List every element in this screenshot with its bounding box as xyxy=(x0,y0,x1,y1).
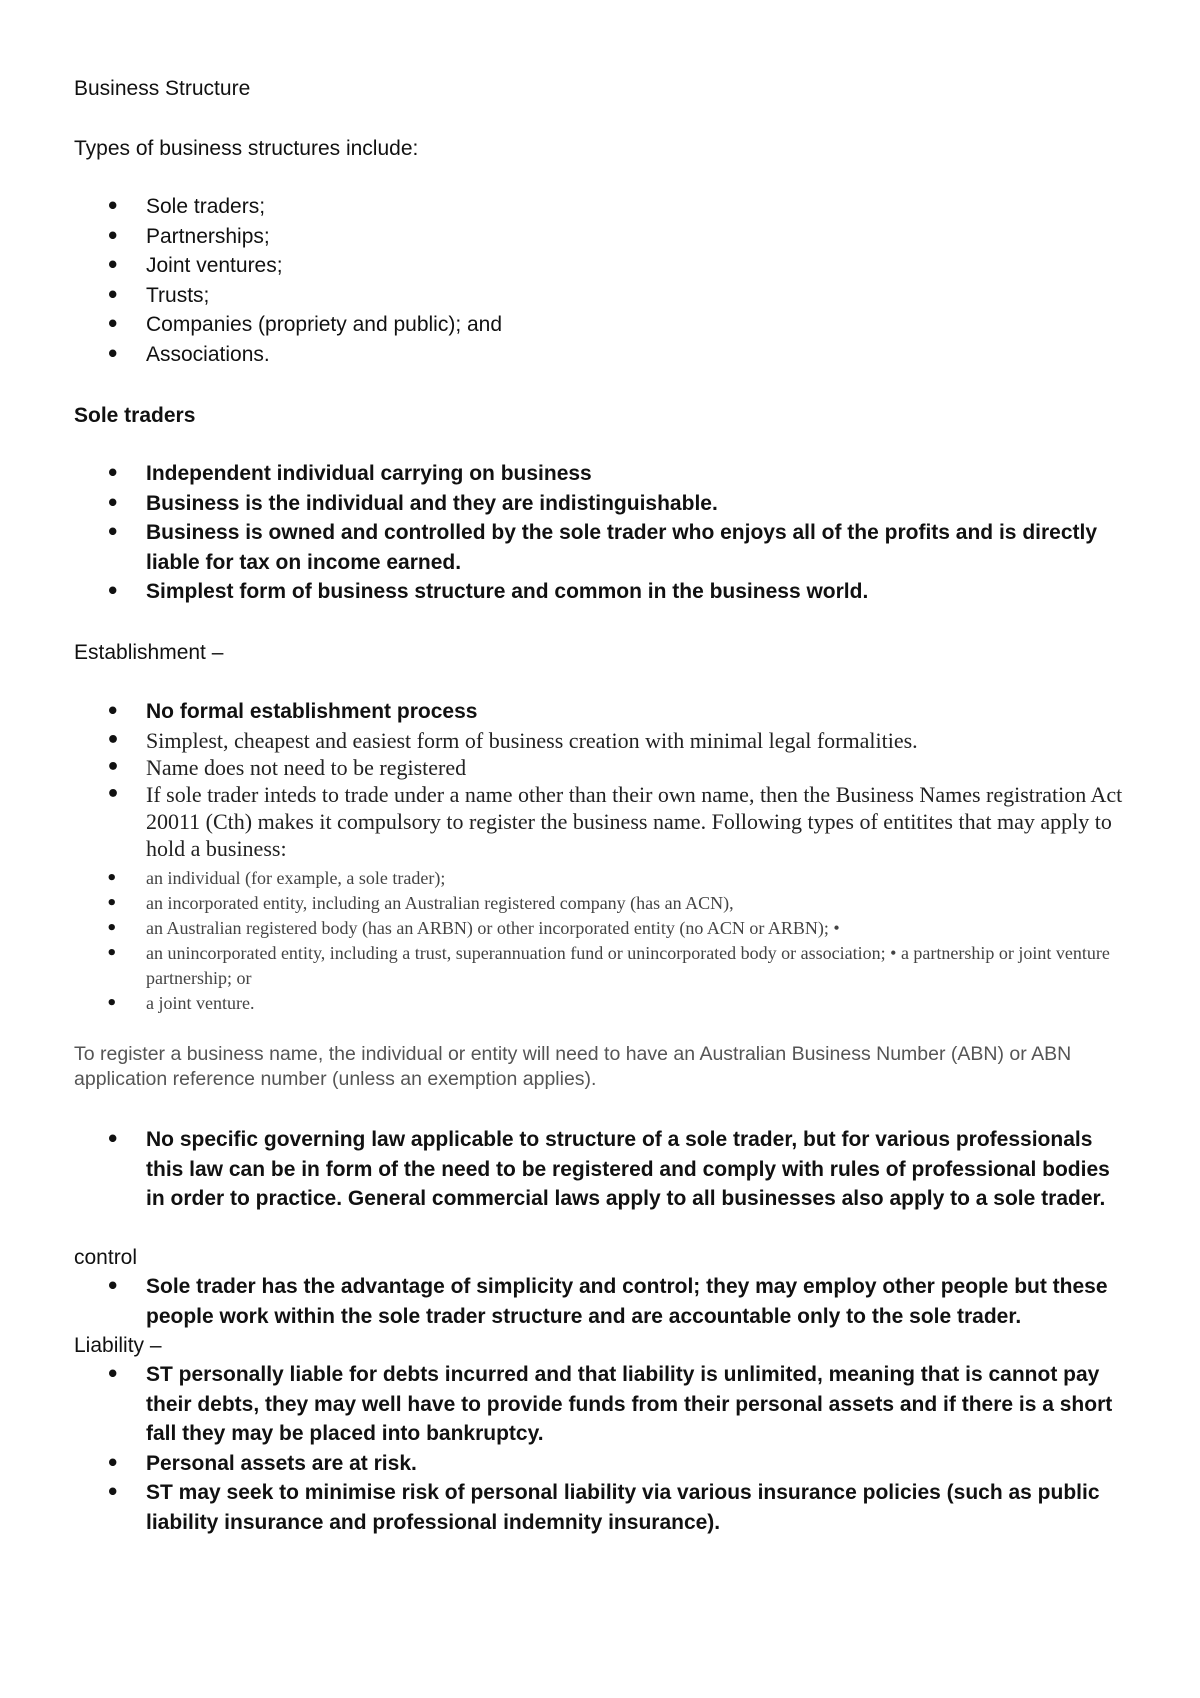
types-list-block xyxy=(74,192,1134,369)
types-list xyxy=(74,192,1134,369)
sole-traders-list-block xyxy=(74,459,1134,607)
control-heading-block xyxy=(74,1243,1134,1272)
document-title-block xyxy=(74,74,1134,103)
establishment-heading-block xyxy=(74,638,1134,667)
list-item: • Sole trader has the advantage of simplicity and control; they may employ other people but these people work within the sole trader structure and are accountable only to the sole trader. xyxy=(74,1272,1134,1331)
liability-heading: Liability – xyxy=(74,1334,162,1357)
control-list-block xyxy=(74,1272,1134,1331)
entity-list xyxy=(74,866,1134,1016)
establishment-serif-block xyxy=(74,727,1134,862)
list-item: • Partnerships; xyxy=(74,222,1134,252)
liability-list-block xyxy=(74,1360,1134,1537)
list-item: • No specific governing law applicable to structure of a sole trader, but for various professionals this law can be in form of the need to be registered and comply with rules of professional bodies in order to practice. General commercial laws apply to all businesses also apply to a sole trader. xyxy=(74,1125,1134,1214)
establishment-serif-list xyxy=(74,727,1134,862)
governing-law-list xyxy=(74,1125,1134,1214)
document-title: Business Structure xyxy=(74,77,251,100)
list-item: • Associations. xyxy=(74,340,1134,370)
list-item: • an unincorporated entity, including a trust, superannuation fund or unincorporated body or association; • a partnership or joint venture partnership; or xyxy=(74,941,1134,991)
establishment-heading: Establishment – xyxy=(74,641,224,664)
control-heading: control xyxy=(74,1246,138,1269)
list-item: • ST personally liable for debts incurred and that liability is unlimited, meaning that is cannot pay their debts, they may well have to provide funds from their personal assets and if there is a short fall they may be placed into bankruptcy. xyxy=(74,1360,1134,1449)
list-item: • a joint venture. xyxy=(74,991,1134,1016)
list-item: • Sole traders; xyxy=(74,192,1134,222)
sole-traders-heading: Sole traders xyxy=(74,404,196,427)
list-item: • Business is owned and controlled by the sole trader who enjoys all of the profits and is directly liable for tax on income earned. xyxy=(74,518,1134,577)
list-item: • Independent individual carrying on business xyxy=(74,459,1134,489)
list-item: • an Australian registered body (has an ARBN) or other incorporated entity (no ACN or ARBN); • xyxy=(74,916,1134,941)
list-item: • Simplest, cheapest and easiest form of business creation with minimal legal formalities. xyxy=(74,727,1134,754)
list-item: • No formal establishment process xyxy=(74,697,1134,727)
sole-traders-list xyxy=(74,459,1134,607)
intro-block xyxy=(74,134,1134,163)
list-item: • Simplest form of business structure and common in the business world. xyxy=(74,577,1134,607)
list-item: • ST may seek to minimise risk of personal liability via various insurance policies (such as public liability insurance and professional indemnity insurance). xyxy=(74,1478,1134,1537)
list-item: • Personal assets are at risk. xyxy=(74,1449,1134,1479)
liability-list xyxy=(74,1360,1134,1537)
list-item: • Name does not need to be registered xyxy=(74,754,1134,781)
list-item: • Companies (propriety and public); and xyxy=(74,310,1134,340)
list-item: • If sole trader inteds to trade under a name other than their own name, then the Business Names registration Act 20011 (Cth) makes it compulsory to register the business name. Following types of entitites that may apply to hold a business: xyxy=(74,781,1134,862)
sole-traders-heading-block xyxy=(74,401,1134,430)
abn-note: To register a business name, the individual or entity will need to have an Australian Business Number (ABN) or ABN application reference number (unless an exemption applies). xyxy=(74,1043,1072,1090)
governing-law-block xyxy=(74,1125,1134,1214)
list-item: • Business is the individual and they are indistinguishable. xyxy=(74,489,1134,519)
abn-note-block xyxy=(74,1042,1144,1092)
liability-heading-block xyxy=(74,1331,1134,1360)
establishment-first-list xyxy=(74,697,1134,727)
list-item: • an individual (for example, a sole trader); xyxy=(74,866,1134,891)
list-item: • Joint ventures; xyxy=(74,251,1134,281)
entity-list-block xyxy=(74,866,1134,1016)
control-list xyxy=(74,1272,1134,1331)
establishment-first-block xyxy=(74,697,1134,727)
list-item: • an incorporated entity, including an Australian registered company (has an ACN), xyxy=(74,891,1134,916)
intro-text: Types of business structures include: xyxy=(74,137,419,160)
list-item: • Trusts; xyxy=(74,281,1134,311)
